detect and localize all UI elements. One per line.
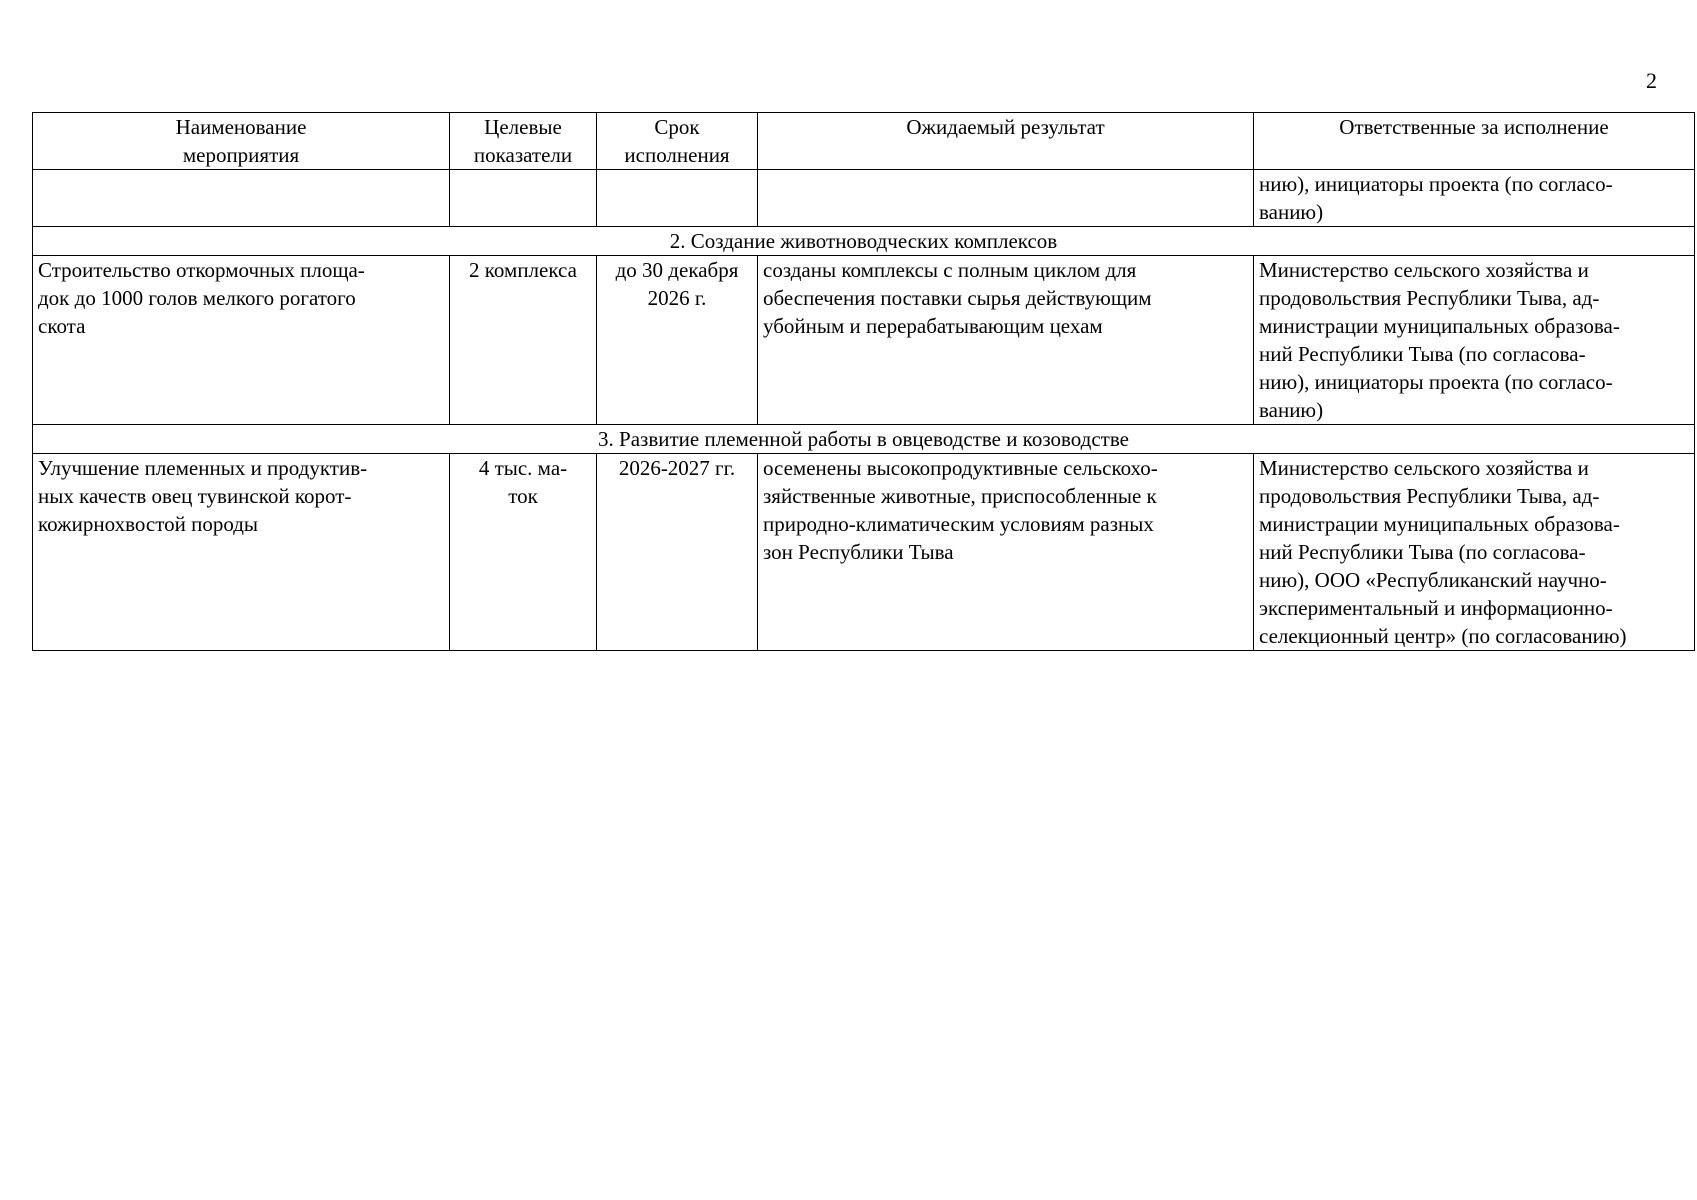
section-title: 3. Развитие племенной работы в овцеводстве и козоводстве — [33, 425, 1695, 454]
cell-deadline: до 30 декабря 2026 г. — [597, 256, 758, 425]
cell-target: 2 комплекса — [450, 256, 597, 425]
page-number: 2 — [1646, 68, 1657, 93]
header-responsible: Ответственные за исполнение — [1254, 113, 1695, 170]
cell-deadline: 2026-2027 гг. — [597, 454, 758, 651]
cell-responsible: Министерство сельского хозяйства и продовольствия Республики Тыва, ад- министрации муниципальных образова- ний Республики Тыва (по согласова- нию), ООО «Республиканский научно- экспериментальный и информационно- селекционный центр» (по согласованию) — [1254, 454, 1695, 651]
section-title: 2. Создание животноводческих комплексов — [33, 227, 1695, 256]
cell-measure-name: Улучшение племенных и продуктив- ных качеств овец тувинской корот- кожирнохвостой породы — [33, 454, 450, 651]
cell-empty — [450, 170, 597, 227]
measures-table — [32, 112, 1695, 651]
cell-empty — [758, 170, 1254, 227]
table-row — [33, 256, 1695, 425]
header-target-indicators: Целевые показатели — [450, 113, 597, 170]
cell-empty — [33, 170, 450, 227]
cell-result: созданы комплексы с полным циклом для обеспечения поставки сырья действующим убойным и перерабатывающим цехам — [758, 256, 1254, 425]
table-row-continuation — [33, 170, 1695, 227]
cell-empty — [597, 170, 758, 227]
header-deadline: Срок исполнения — [597, 113, 758, 170]
table-row — [33, 454, 1695, 651]
cell-result: осеменены высокопродуктивные сельскохо- зяйственные животные, приспособленные к природно-климатическим условиям разных зон Республики Тыва — [758, 454, 1254, 651]
header-expected-result: Ожидаемый результат — [758, 113, 1254, 170]
table-header-row — [33, 113, 1695, 170]
header-measure-name: Наименование мероприятия — [33, 113, 450, 170]
cell-responsible: Министерство сельского хозяйства и продовольствия Республики Тыва, ад- министрации муниципальных образова- ний Республики Тыва (по согласова- нию), инициаторы проекта (по согласо- ванию) — [1254, 256, 1695, 425]
section-header-row — [33, 227, 1695, 256]
cell-responsible: нию), инициаторы проекта (по согласо- ванию) — [1254, 170, 1695, 227]
cell-measure-name: Строительство откормочных площа- док до 1000 голов мелкого рогатого скота — [33, 256, 450, 425]
section-header-row — [33, 425, 1695, 454]
cell-target: 4 тыс. ма- ток — [450, 454, 597, 651]
